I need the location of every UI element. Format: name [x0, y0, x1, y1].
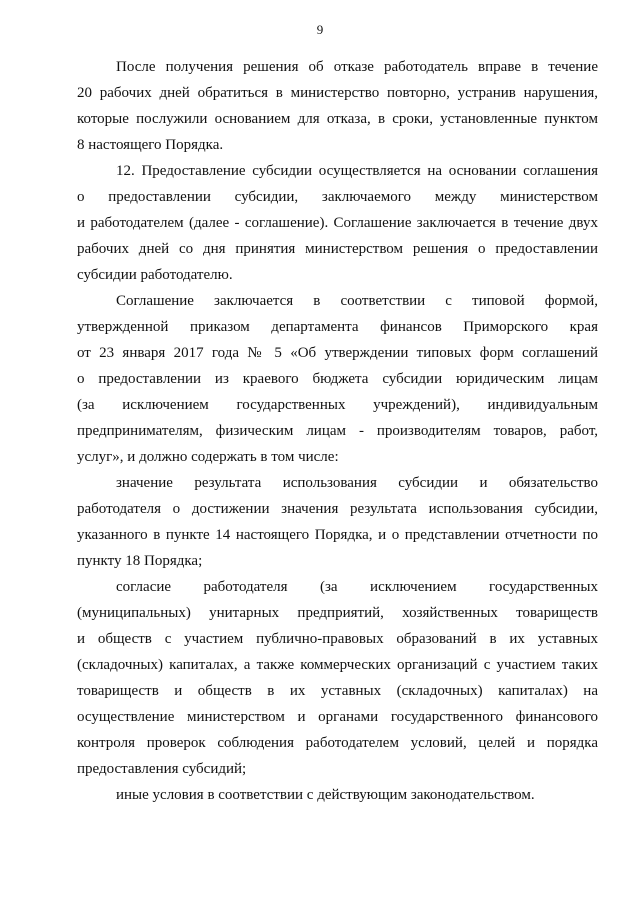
- text-line: 8 настоящего Порядка.: [77, 137, 224, 153]
- document-body: [77, 54, 598, 808]
- text-line: 12. Предоставление субсидии осуществляется на основании соглашения: [116, 163, 598, 179]
- text-line: 20 рабочих дней обратиться в министерство повторно, устранив нарушения,: [77, 85, 598, 101]
- text-line: согласие работодателя (за исключением государственных: [116, 579, 598, 595]
- text-line: услуг», и должно содержать в том числе:: [77, 449, 339, 465]
- text-line: предпринимателям, физическим лицам - производителям товаров, работ,: [77, 423, 598, 439]
- text-line: осуществление министерством и органами государственного финансового: [77, 709, 598, 725]
- paragraph-consent: [77, 574, 598, 782]
- text-line: (складочных) капиталах, а также коммерческих организаций с участием таких: [77, 657, 598, 673]
- text-line: о предоставлении субсидии, заключаемого между министерством: [77, 189, 598, 205]
- text-line: и обществ с участием публично-правовых образований в их уставных: [77, 631, 598, 647]
- text-line: работодателя о достижении значения результата использования субсидии,: [77, 501, 598, 517]
- text-line: После получения решения об отказе работодатель вправе в течение: [116, 59, 598, 75]
- text-line: Соглашение заключается в соответствии с типовой формой,: [116, 293, 598, 309]
- text-line: которые послужили основанием для отказа, в сроки, установленные пунктом: [77, 111, 598, 127]
- text-line: рабочих дней со дня принятия министерством решения о предоставлении: [77, 241, 598, 257]
- text-line: утвержденной приказом департамента финансов Приморского края: [77, 319, 598, 335]
- paragraph-other-conditions: [77, 782, 598, 808]
- text-line: о предоставлении из краевого бюджета субсидии юридическим лицам: [77, 371, 598, 387]
- text-line: пункту 18 Порядка;: [77, 553, 203, 569]
- paragraph-refusal-resubmission: [77, 54, 598, 158]
- text-line: товариществ и обществ в их уставных (складочных) капиталах) на: [77, 683, 598, 699]
- text-line: иные условия в соответствии с действующим законодательством.: [116, 787, 535, 803]
- text-line: предоставления субсидий;: [77, 761, 247, 777]
- text-line: указанного в пункте 14 настоящего Порядка, и о представлении отчетности по: [77, 527, 598, 543]
- text-line: (муниципальных) унитарных предприятий, хозяйственных товариществ: [77, 605, 598, 621]
- text-line: субсидии работодателю.: [77, 267, 233, 283]
- text-line: от 23 января 2017 года № 5 «Об утверждении типовых форм соглашений: [77, 345, 598, 361]
- text-line: контроля проверок соблюдения работодателем условий, целей и порядка: [77, 735, 598, 751]
- text-line: значение результата использования субсидии и обязательство: [116, 475, 598, 491]
- paragraph-standard-form: [77, 288, 598, 470]
- page-number: 9: [316, 22, 324, 37]
- paragraph-result-value: [77, 470, 598, 574]
- text-line: (за исключением государственных учреждений), индивидуальным: [77, 397, 598, 413]
- paragraph-12-agreement: [77, 158, 598, 288]
- text-line: и работодателем (далее - соглашение). Соглашение заключается в течение двух: [77, 215, 598, 231]
